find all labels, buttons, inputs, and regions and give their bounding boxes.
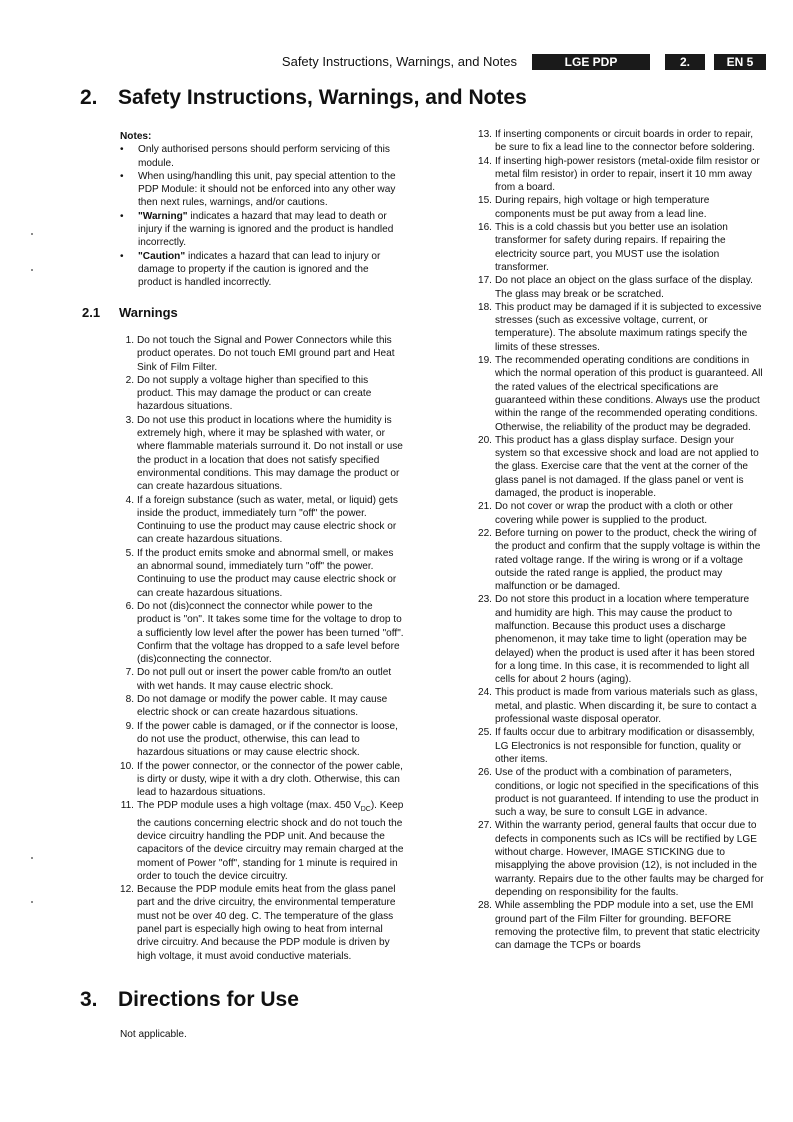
warning-text: Do not damage or modify the power cable. It may cause electric shock or can create hazardous situations. <box>137 694 388 719</box>
warning-item <box>118 547 404 600</box>
warning-item <box>476 354 766 434</box>
scan-mark <box>31 269 33 271</box>
bullet-icon: • <box>120 250 124 262</box>
header-badge-model: LGE PDP <box>532 54 650 70</box>
bullet-icon: • <box>120 144 124 156</box>
warning-item <box>118 414 404 494</box>
warning-number: 13. <box>477 129 492 140</box>
warning-number: 14. <box>477 155 492 167</box>
warning-text: If faults occur due to arbitrary modification or disassembly, LG Electronics is not responsible for function, quality or other items. <box>495 727 755 765</box>
warning-number: 11. <box>120 800 134 812</box>
warning-text: If inserting high-power resistors (metal-oxide film resistor or metal film resistor) in order to repair, insert it 10 mm away from a board. <box>495 155 760 194</box>
warnings-heading <box>82 305 178 320</box>
warning-number: 15. <box>477 195 492 207</box>
note-item <box>120 210 402 250</box>
warning-number: 26. <box>477 767 492 779</box>
warning-text: Within the warranty period, general faults that occur due to defects in components such as ICs will be rectified by LGE without charge. However, IMAGE STICKING due to misapplying the above provision (12), is not included in the warranty. Repairs due to the other faults may be charged for depending on responsibility for the faults. <box>495 820 764 898</box>
scan-mark <box>31 233 33 235</box>
warning-item <box>118 600 404 666</box>
note-item <box>120 250 402 290</box>
warning-text: Before turning on power to the product, check the wiring of the product and confirm that the supply voltage is within the rated voltage range. If the wiring is wrong or if a voltage outside the rated range is applied, the product may malfunction or be damaged. <box>495 527 761 593</box>
warning-text: The recommended operating conditions are conditions in which the normal operation of this product is guaranteed. All the rated values of the electrical specifications are guaranteed within these conditions. Always use the product within the range of the recommended operating conditions. Otherwise, the reliability of the product may be degraded. <box>495 355 763 433</box>
note-item <box>120 170 402 210</box>
warning-text: Do not touch the Signal and Power Connectors while this product operates. Do not touch EMI ground part and Heat Sink of Film Filter. <box>137 335 395 373</box>
warning-text: This product is made from various materials such as glass, metal, and plastic. When discarding it, be sure to contact a professional waste disposal operator. <box>495 687 758 726</box>
warning-text: Do not supply a voltage higher than specified to this product. This may damage the product or can create hazardous situations. <box>137 374 372 413</box>
warning-text: If a foreign substance (such as water, metal, or liquid) gets inside the product, immediately turn "off" the power. Continuing to use the product may cause electric shock or can create hazardous situations. <box>137 494 398 546</box>
warnings-number: 2.1 <box>82 305 101 320</box>
note-text: Only authorised persons should perform servicing of this module. <box>138 144 390 169</box>
warning-item <box>476 155 766 195</box>
notes-block <box>120 130 402 290</box>
warning-text: During repairs, high voltage or high temperature components must be put away from a lead line. <box>495 195 710 220</box>
section-2-title: Safety Instructions, Warnings, and Notes <box>118 86 527 109</box>
warnings-title: Warnings <box>119 305 178 320</box>
warning-item <box>476 301 766 354</box>
warning-number: 22. <box>477 527 492 539</box>
warning-number: 7. <box>125 667 134 679</box>
warning-text: Do not cover or wrap the product with a cloth or other covering while power is supplied to the product. <box>495 501 733 526</box>
warning-text: If the power connector, or the connector of the power cable, is dirty or dusty, wipe it with a dry cloth. Otherwise, this can lead to hazardous situations. <box>137 760 403 799</box>
warning-item <box>476 686 766 726</box>
warning-item <box>118 494 404 547</box>
warning-number: 6. <box>125 600 134 612</box>
bullet-icon: • <box>120 210 124 222</box>
warning-item <box>118 374 404 414</box>
warning-text: Use of the product with a combination of parameters, conditions, or logic not specified in the specifications of this product is not guaranteed. If intending to use the product in such a way, be sure to consult LGE in advance. <box>495 767 759 819</box>
warning-number: 17. <box>477 275 492 287</box>
warning-item <box>118 666 404 693</box>
section-2-number: 2. <box>80 86 98 109</box>
warning-text: Do not store this product in a location where temperature and humidity are high. This may cause the product to malfunction. Because this product uses a discharge phenomenon, it may take time to light (operation may be delayed) when the product is used after it has been stored for a long time. In this case, it is recommended to light all cells for about 2 hours (aging). <box>495 594 755 686</box>
warning-text: This product has a glass display surface. Design your system so that excessive shock and load are not applied to the glass. Exercise care that the vent at the corner of the glass panel is not damaged. If the glass panel or vent is damaged, the product is inoperable. <box>495 434 759 500</box>
warning-item <box>476 527 766 593</box>
warning-text: The PDP module uses a high voltage (max. 450 V <box>137 800 361 812</box>
warning-item <box>118 883 404 963</box>
warning-item <box>118 693 404 720</box>
note-text: When using/handling this unit, pay special attention to the PDP Module: it should not be enforced into any other way then next rules, warnings, and/or cautions. <box>138 170 396 209</box>
warning-number: 1. <box>125 335 134 346</box>
section-3-title: Directions for Use <box>118 988 299 1011</box>
warning-text: Do not (dis)connect the connector while power to the product is "on". It takes some time for the voltage to drop to a sufficiently low level after the power has been turned "off". Confirm that the voltage has dropped to a safe level before (dis)connecting the connector. <box>137 600 404 666</box>
warning-number: 10. <box>119 760 134 772</box>
warning-number: 3. <box>125 414 134 426</box>
warning-number: 23. <box>477 594 492 606</box>
note-term: "Caution" <box>138 250 186 262</box>
warning-number: 9. <box>125 720 134 732</box>
note-term: "Warning" <box>138 210 188 222</box>
section-3-number: 3. <box>80 988 98 1011</box>
warning-item <box>476 766 766 819</box>
warning-text: If the product emits smoke and abnormal smell, or makes an abnormal sound, immediately turn "off" the power. Continuing to use the product may cause electric shock or can create hazardous situations. <box>137 547 397 599</box>
warning-number: 8. <box>125 694 134 706</box>
warning-item <box>476 128 766 155</box>
note-text: indicates a hazard that can lead to injury or damage to property if the caution is ignored and the product is handled incorrectly. <box>138 250 381 289</box>
warning-item <box>476 500 766 527</box>
scan-mark <box>31 857 33 859</box>
note-item <box>120 143 402 170</box>
warning-text: ). Keep the cautions concerning electric shock and do not touch the device circuitry handling the PDP unit. And because the capacitors of the device circuitry may remain charged at the moment of Power "off", standing for 1 minute is required in order to touch the device circuitry. <box>137 800 404 882</box>
note-text: indicates a hazard that may lead to death or injury if the warning is ignored and the product is handled incorrectly. <box>138 210 394 249</box>
warning-item <box>476 726 766 766</box>
bullet-icon: • <box>120 170 124 182</box>
warning-number: 27. <box>477 820 492 832</box>
warning-number: 24. <box>477 687 492 699</box>
warning-text: While assembling the PDP module into a set, use the EMI ground part of the Film Filter for grounding. BEFORE removing the protective film, to prevent that static electricity can damage the TCPs or boards <box>495 900 760 952</box>
header-badge-chapter: 2. <box>665 54 705 70</box>
warning-number: 28. <box>477 900 492 912</box>
voltage-subscript: DC <box>360 806 371 814</box>
warnings-list-right <box>476 128 766 952</box>
warning-number: 2. <box>125 374 134 386</box>
warning-text: Because the PDP module emits heat from the glass panel part and the drive circuitry, the environmental temperature must not be over 40 deg. C. The temperature of the glass panel part is especially high owing to heat from internal drive circuitry. And because the PDP module is driven by high voltage, it must avoid conductive materials. <box>137 884 396 962</box>
warning-text: If inserting components or circuit boards in order to repair, be sure to fix a lead line to the connector before soldering. <box>495 129 755 154</box>
warning-item <box>476 899 766 952</box>
warning-text: Do not place an object on the glass surface of the display. The glass may break or be scratched. <box>495 275 753 300</box>
warning-text: This product may be damaged if it is subjected to excessive stresses (such as excessive voltage, current, or temperature). The absolute maximum ratings specify the limits of these stresses. <box>495 301 762 353</box>
warning-text: Do not use this product in locations where the humidity is extremely high, where it may be splashed with water, or where flammable materials surround it. Do not install or use the product in a location that does not satisfy specified environmental conditions. This may damage the product or can create hazardous situations. <box>137 414 403 493</box>
warning-item <box>476 593 766 686</box>
warning-text: This is a cold chassis but you better use an isolation transformer for safety during repairs. If repairing the electricity source part, you MUST use the isolation transformer. <box>495 222 728 273</box>
header-title: Safety Instructions, Warnings, and Notes <box>281 54 517 69</box>
warning-number: 16. <box>477 222 492 234</box>
warning-number: 19. <box>477 355 492 367</box>
warning-item <box>476 274 766 301</box>
warning-item <box>476 194 766 221</box>
warning-item <box>118 760 404 800</box>
warning-item <box>118 799 404 883</box>
notes-list <box>120 143 402 289</box>
warning-item <box>476 819 766 899</box>
warning-number: 21. <box>477 501 492 513</box>
warning-number: 20. <box>477 434 492 446</box>
warning-number: 4. <box>125 494 134 506</box>
section-3-body: Not applicable. <box>120 1029 187 1040</box>
warning-text: If the power cable is damaged, or if the connector is loose, do not use the product, otherwise, this can lead to hazardous situations or may cause electric shock. <box>137 720 398 759</box>
warning-item <box>476 434 766 500</box>
warnings-list-left <box>118 334 404 963</box>
warning-item <box>118 334 404 374</box>
notes-title: Notes: <box>120 131 152 142</box>
warning-number: 25. <box>477 727 492 739</box>
warning-item <box>476 221 766 274</box>
scan-mark <box>31 901 33 903</box>
warning-number: 5. <box>125 547 134 559</box>
warning-number: 12. <box>119 884 134 896</box>
warning-item <box>118 720 404 760</box>
warning-number: 18. <box>477 301 492 313</box>
header-badge-page: EN 5 <box>714 54 766 70</box>
warning-text: Do not pull out or insert the power cable from/to an outlet with wet hands. It may cause electric shock. <box>137 667 392 692</box>
